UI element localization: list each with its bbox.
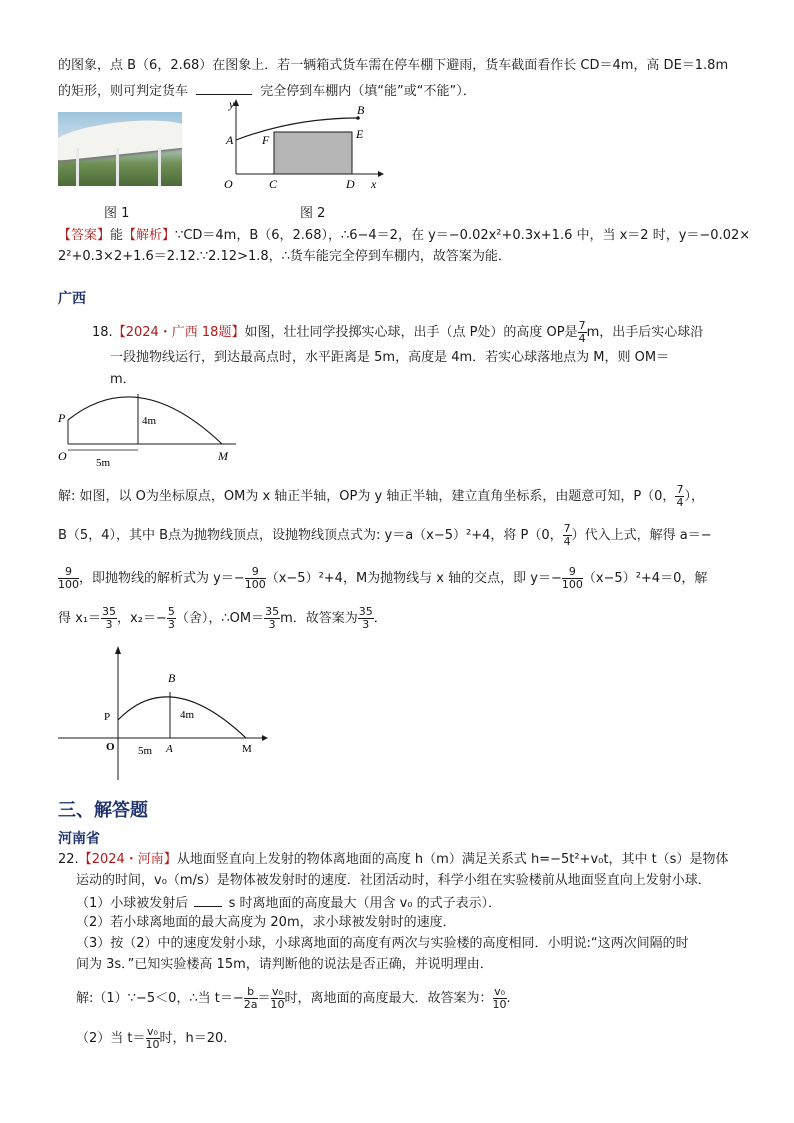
text-segment: （2）当 t＝ xyxy=(76,1031,146,1046)
question-18-line xyxy=(92,320,703,345)
figure-4-diagram xyxy=(58,644,268,784)
text-segment: ）， xyxy=(684,489,704,504)
question-22-line: 运动的时间，v₀（m/s）是物体被发射时的速度．社团活动时，科学小组在实验楼前从地面竖直向上发射小球． xyxy=(76,873,711,888)
question-22-part: 间为 3s．”已知实验楼高 15m，请判断他的说法是否正确，并说明理由． xyxy=(76,957,493,972)
text-segment: 得 x₁＝ xyxy=(58,611,102,626)
text-segment: 的矩形，则可判定货车 xyxy=(58,84,189,99)
fraction: $\frac{7}{4}$ xyxy=(563,522,571,548)
text-segment: 如图，壮壮同学投掷实心球，出手（点 P处）的高度 OP是 xyxy=(244,325,578,340)
text-segment: ）代入上式，解得 a＝− xyxy=(571,528,712,543)
label-o: O xyxy=(106,741,115,753)
text-segment: （舍），∴OM＝ xyxy=(175,611,265,626)
label-width: 5m xyxy=(138,745,153,757)
text-segment: ，即抛物线的解析式为 y＝− xyxy=(79,571,245,586)
text-segment: ． xyxy=(373,611,387,626)
region-heading: 河南省 xyxy=(58,831,100,847)
fraction: $\frac{b}{2a}$ xyxy=(243,985,258,1011)
fraction: $\frac{7}{4}$ xyxy=(578,319,586,345)
solution-line xyxy=(58,606,387,632)
fraction: $\frac{35}{3}$ xyxy=(358,605,373,631)
fraction: $\frac{7}{4}$ xyxy=(676,483,684,509)
question-18-line: 一段抛物线运行，到达最高点时，水平距离是 5m，高度是 4m．若实心球落地点为 M，则 OM＝ xyxy=(110,350,670,365)
pole xyxy=(158,148,161,186)
text-segment: 从地面竖直向上发射的物体离地面的高度 h（m）满足关系式 h=−5t²+v₀t，其中 t（s）是物体 xyxy=(176,852,729,867)
solution-line xyxy=(58,523,712,549)
question-tag: 【2024・河南】 xyxy=(78,852,177,867)
label-d: D xyxy=(346,177,355,190)
fraction: $\frac{\text{v₀}}{10}$ xyxy=(492,985,507,1011)
question-22-line xyxy=(58,850,728,870)
label-o: O xyxy=(58,449,67,463)
solution-line xyxy=(76,1026,236,1052)
answer-word: 能 xyxy=(110,228,124,243)
label-a: A xyxy=(166,743,173,755)
solution-line xyxy=(58,484,704,510)
fraction: $\frac{9}{100}$ xyxy=(561,565,583,591)
fraction: $\frac{9}{100}$ xyxy=(244,565,266,591)
x-axis-arrow xyxy=(262,735,268,741)
text-segment: . xyxy=(506,991,511,1006)
text-segment: m，出手后实心球沿 xyxy=(586,325,704,340)
fraction: $\frac{35}{3}$ xyxy=(102,605,117,631)
question-number: 18. xyxy=(92,325,113,340)
text-segment: 解: 如图，以 O为坐标原点，OM为 x 轴正半轴，OP为 y 轴正半轴，建立直角坐标系，由题意可知，P（0， xyxy=(58,489,676,504)
answer-blank xyxy=(196,80,252,95)
text-segment: （x−5）²+4＝0，解 xyxy=(582,571,708,586)
label-p: P xyxy=(58,411,66,425)
text-segment: ，x₂＝− xyxy=(117,611,167,626)
label-m: M xyxy=(242,743,252,755)
region-heading: 广西 xyxy=(58,291,86,307)
label-m: M xyxy=(218,449,228,463)
label-b: B xyxy=(168,671,176,685)
question-18-line: m． xyxy=(110,372,136,387)
text-segment: 时，h＝20． xyxy=(159,1031,237,1046)
text-segment: ＝ xyxy=(257,991,271,1006)
figure-3-diagram xyxy=(56,386,246,470)
solution-line xyxy=(76,986,511,1012)
section-heading: 三、解答题 xyxy=(58,800,148,821)
label-p: P xyxy=(104,711,111,723)
question-22-part: （3）按（2）中的速度发射小球，小球离地面的高度有两次与实验楼的高度相同．小明说:“这两次间隔的时 xyxy=(76,936,689,951)
figure-2-diagram xyxy=(214,96,386,190)
truck-rectangle xyxy=(274,132,352,174)
answer-blank xyxy=(194,892,222,907)
text-segment: 时，离地面的高度最大．故答案为： xyxy=(284,991,493,1006)
label-width: 5m xyxy=(96,457,111,469)
question-22-part xyxy=(76,892,501,914)
x-axis-arrow xyxy=(378,171,384,177)
label-a: A xyxy=(226,133,234,147)
label-height: 4m xyxy=(142,415,157,427)
label-height: 4m xyxy=(180,709,195,721)
analysis-text: ∵CD＝4m，B（6，2.68），∴6−4＝2，在 y＝−0.02x²+0.3x+1.6 中，当 x＝2 时，y＝−0.02× xyxy=(175,228,751,243)
label-y: y xyxy=(229,97,235,111)
y-axis-arrow xyxy=(115,646,121,654)
analysis-tag: 【解析】 xyxy=(123,228,176,243)
label-e: E xyxy=(356,127,364,141)
answer-line: 2²+0.3×2+1.6＝2.12.∵2.12>1.8，∴货车能完全停到车棚内，故答案为能． xyxy=(58,249,511,264)
text-line: 的图象，点 B（6，2.68）在图象上．若一辆箱式货车需在停车棚下避雨，货车截面看作长 CD＝4m，高 DE＝1.8m xyxy=(58,58,729,73)
label-c: C xyxy=(269,177,278,190)
text-segment: （x−5）²+4，M为抛物线与 x 轴的交点，即 y＝− xyxy=(265,571,562,586)
label-x: x xyxy=(371,177,377,190)
label-o: O xyxy=(224,177,233,190)
text-segment: m．故答案为 xyxy=(280,611,358,626)
answer-line xyxy=(58,226,750,246)
label-f: F xyxy=(262,133,270,147)
text-segment: B（5，4），其中 B点为抛物线顶点，设抛物线顶点式为: y＝a（x−5）²+4，将 P（0， xyxy=(58,528,563,543)
fraction: $\frac{5}{3}$ xyxy=(167,605,175,631)
text-segment: s 时离地面的高度最大（用含 v₀ 的式子表示）． xyxy=(228,896,502,911)
fraction: $\frac{35}{3}$ xyxy=(265,605,280,631)
text-segment: （1）小球被发射后 xyxy=(76,896,189,911)
text-segment: 解:（1）∵−5＜0，∴当 t＝− xyxy=(76,991,244,1006)
text-segment: 完全停到车棚内（填“能”或“不能”）． xyxy=(260,84,476,99)
carport-photo xyxy=(58,112,182,186)
pole xyxy=(116,148,119,186)
fraction: $\frac{\text{v₀}}{10}$ xyxy=(270,985,285,1011)
figure-2-caption: 图 2 xyxy=(300,206,326,221)
answer-tag: 【答案】 xyxy=(58,228,111,243)
solution-line xyxy=(58,566,707,592)
fraction: $\frac{\text{v₀}}{10}$ xyxy=(145,1025,160,1051)
label-b: B xyxy=(357,103,365,117)
figure-1-caption: 图 1 xyxy=(104,206,130,221)
fraction: $\frac{9}{100}$ xyxy=(58,565,79,591)
question-number: 22. xyxy=(58,852,79,867)
pole xyxy=(76,148,79,186)
question-22-part: （2）若小球离地面的最大高度为 20m，求小球被发射时的速度． xyxy=(76,915,456,930)
question-tag: 【2024・广西 18题】 xyxy=(112,325,245,340)
